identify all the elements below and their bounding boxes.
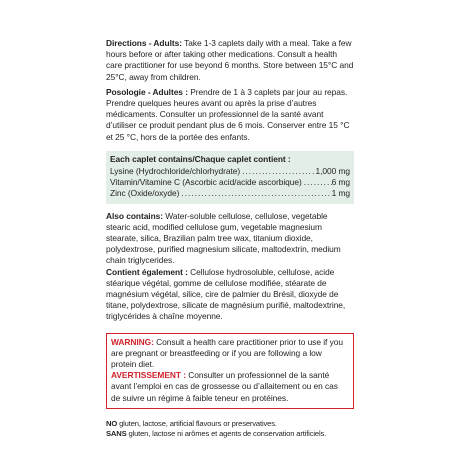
nutrient-row	[110, 177, 350, 188]
free-from-statement	[106, 419, 354, 440]
directions-en-text: Take 1-3 caplets daily with a meal. Take a few hours before or after taking other medications. Consult a health care practitioner for use beyond 6 months. Store between 15°C and 25°C, away from children.	[106, 38, 354, 82]
warning-fr-label: AVERTISSEMENT :	[111, 370, 186, 381]
also-contains-fr-text: Cellulose hydrosoluble, cellulose, acide stéarique végétal, gomme de cellulose modifiée, stéarate de magnésium végétal, silice, cire de palmier du Brésil, dioxyde de titane, polydextrose, silicate de magnésium purifié, maltodextrine, triglycérides à chaîne moyenne.	[106, 266, 346, 322]
dot-leader	[179, 188, 331, 199]
product-label-panel	[106, 38, 354, 440]
warning-fr-text: Consulter un professionnel de la santé avant l’emploi en cas de grossesse ou d’allaitement ou en cas de suivre un régime à faible teneur en protéines.	[111, 370, 338, 403]
free-from-fr-label: SANS	[106, 429, 127, 439]
dot-leader	[240, 166, 315, 177]
warning-en-label: WARNING:	[111, 336, 154, 347]
warning-en	[111, 337, 349, 371]
free-from-fr-text: gluten, lactose ni arômes et agents de conservation artificiels.	[128, 429, 327, 439]
nutrient-name: Zinc (Oxide/oxyde)	[110, 188, 180, 199]
also-contains-en	[106, 211, 354, 267]
directions-fr-heading: Posologie - Adultes :	[106, 86, 188, 97]
directions-en	[106, 38, 354, 83]
nutrient-name: Lysine (Hydrochloride/chlorhydrate)	[110, 166, 241, 177]
also-contains-en-text: Water-soluble cellulose, cellulose, vegetable stearic acid, modified cellulose gum, vegetable magnesium stearate, silica, Brazilian palm tree wax, titanium dioxide, polydextrose, purified magnesium silicate, maltodextrin, medium chain triglycerides.	[106, 210, 341, 266]
free-from-en-text: gluten, lactose, artificial flavours or preservatives.	[119, 418, 277, 428]
nutrient-table	[106, 151, 354, 204]
free-from-en-label: NO	[106, 418, 118, 428]
warning-box	[106, 333, 354, 409]
nutrient-row	[110, 166, 350, 177]
directions-en-heading: Directions - Adults:	[106, 38, 182, 48]
nutrient-amount: 1 mg	[331, 188, 350, 199]
nutrient-name: Vitamin/Vitamine C (Ascorbic acid/acide ascorbique)	[110, 177, 302, 188]
directions-fr	[106, 87, 354, 143]
also-contains-en-heading: Also contains:	[106, 210, 164, 221]
also-contains-fr	[106, 267, 354, 323]
nutrient-row	[110, 188, 350, 199]
warning-en-text: Consult a health care practitioner prior to use if you are pregnant or breastfeeding or if you are following a low protein diet.	[111, 336, 343, 370]
warning-fr	[111, 370, 349, 404]
dot-leader	[302, 177, 332, 188]
directions-fr-text: Prendre de 1 à 3 caplets par jour au repas. Prendre quelques heures avant ou après la prise d’autres médicaments. Consulter un professionnel de la santé avant d’utiliser ce produit pendant plus de 6 mois. Conserver entre 15 °C et 25 °C, hors de la portée des enfants.	[106, 86, 350, 142]
nutrient-amount: 6 mg	[331, 177, 350, 188]
nutrient-table-header: Each caplet contains/Chaque caplet contient :	[110, 153, 291, 164]
nutrient-amount: 1,000 mg	[315, 166, 350, 177]
free-from-en	[106, 419, 354, 429]
also-contains-fr-heading: Contient également :	[106, 266, 188, 277]
free-from-fr	[106, 429, 354, 439]
